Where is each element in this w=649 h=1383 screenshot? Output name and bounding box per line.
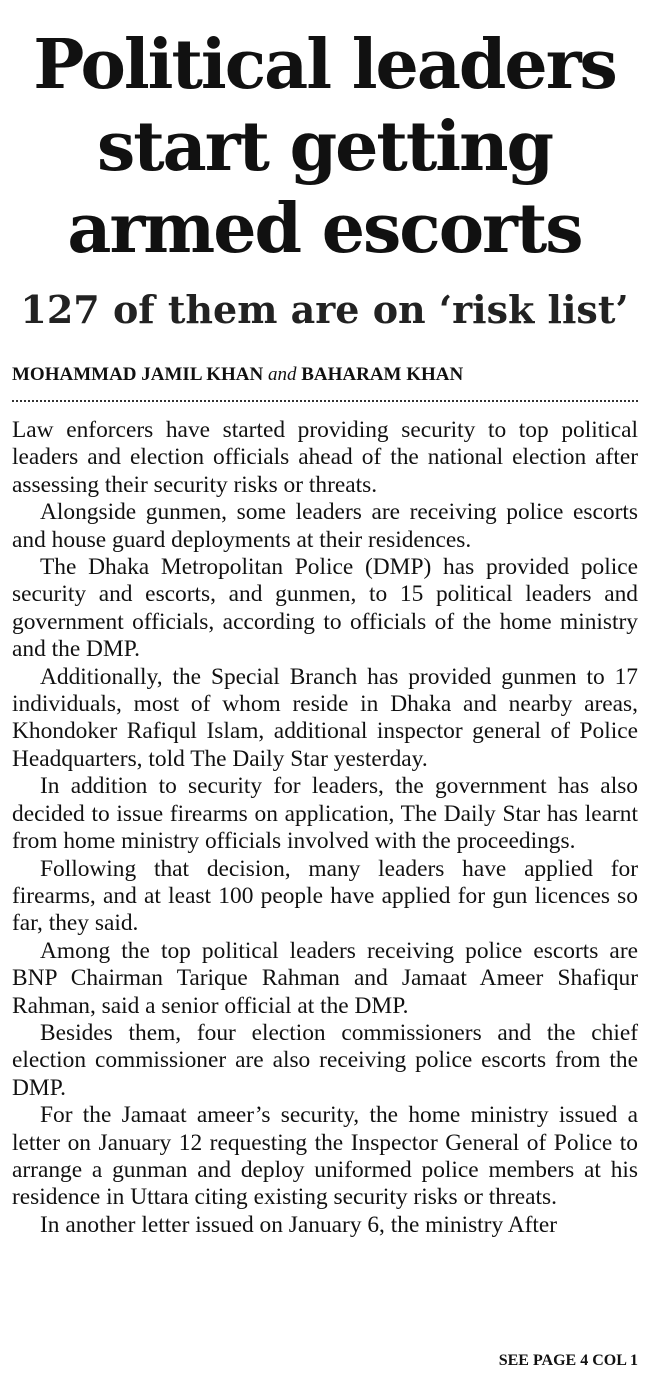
continued-on-page-link[interactable]: SEE PAGE 4 COL 1 [498,1352,638,1369]
byline-conjunction: and [267,364,297,385]
article-paragraph: For the Jamaat ameer’s security, the home ministry issued a letter on January 12 requesting the Inspector General of Police to arrange a gunman and deploy uniformed police members at his residence in Uttara citing existing security risks or threats. [12,1102,638,1211]
headline-line: start getting [96,107,553,187]
article-paragraph: Alongside gunmen, some leaders are receiving police escorts and house guard deployments at their residences. [12,499,638,553]
headline [0,24,649,270]
byline-author: MOHAMMAD JAMIL KHAN [12,364,264,385]
article-paragraph: Law enforcers have started providing security to top political leaders and election officials ahead of the national election after assessing their security risks or threats. [12,417,638,498]
article-paragraph: In another letter issued on January 6, the ministry After [40,1211,558,1238]
headline-line: armed escorts [67,189,582,269]
headline-line: Political leaders [33,25,616,105]
subheadline: 127 of them are on ‘risk list’ [20,287,629,332]
byline-author: BAHARAM KHAN [301,364,464,385]
article-paragraph: The Dhaka Metropolitan Police (DMP) has provided police security and escorts, and gunmen, to 15 political leaders and government officials, according to officials of the home ministry and the DMP. [12,554,638,663]
article-paragraph: Among the top political leaders receiving police escorts are BNP Chairman Tarique Rahman and Jamaat Ameer Shafiqur Rahman, said a senior official at the DMP. [12,937,638,1019]
article-paragraph: Following that decision, many leaders have applied for firearms, and at least 100 people have applied for gun licences so far, they said. [12,855,638,937]
article-paragraph: In addition to security for leaders, the government has also decided to issue firearms on application, The Daily Star has learnt from home ministry officials involved with the proceedings. [12,773,638,855]
article-body [12,417,638,1239]
article-paragraph: Additionally, the Special Branch has provided gunmen to 17 individuals, most of whom reside in Dhaka and nearby areas, Khondoker Rafiqul Islam, additional inspector general of Police Headquarters, told The Daily Star yesterday. [12,663,638,772]
article-paragraph: Besides them, four election commissioners and the chief election commissioner are also receiving police escorts from the DMP. [12,1019,638,1101]
byline [12,363,463,387]
dotted-divider [12,400,638,402]
